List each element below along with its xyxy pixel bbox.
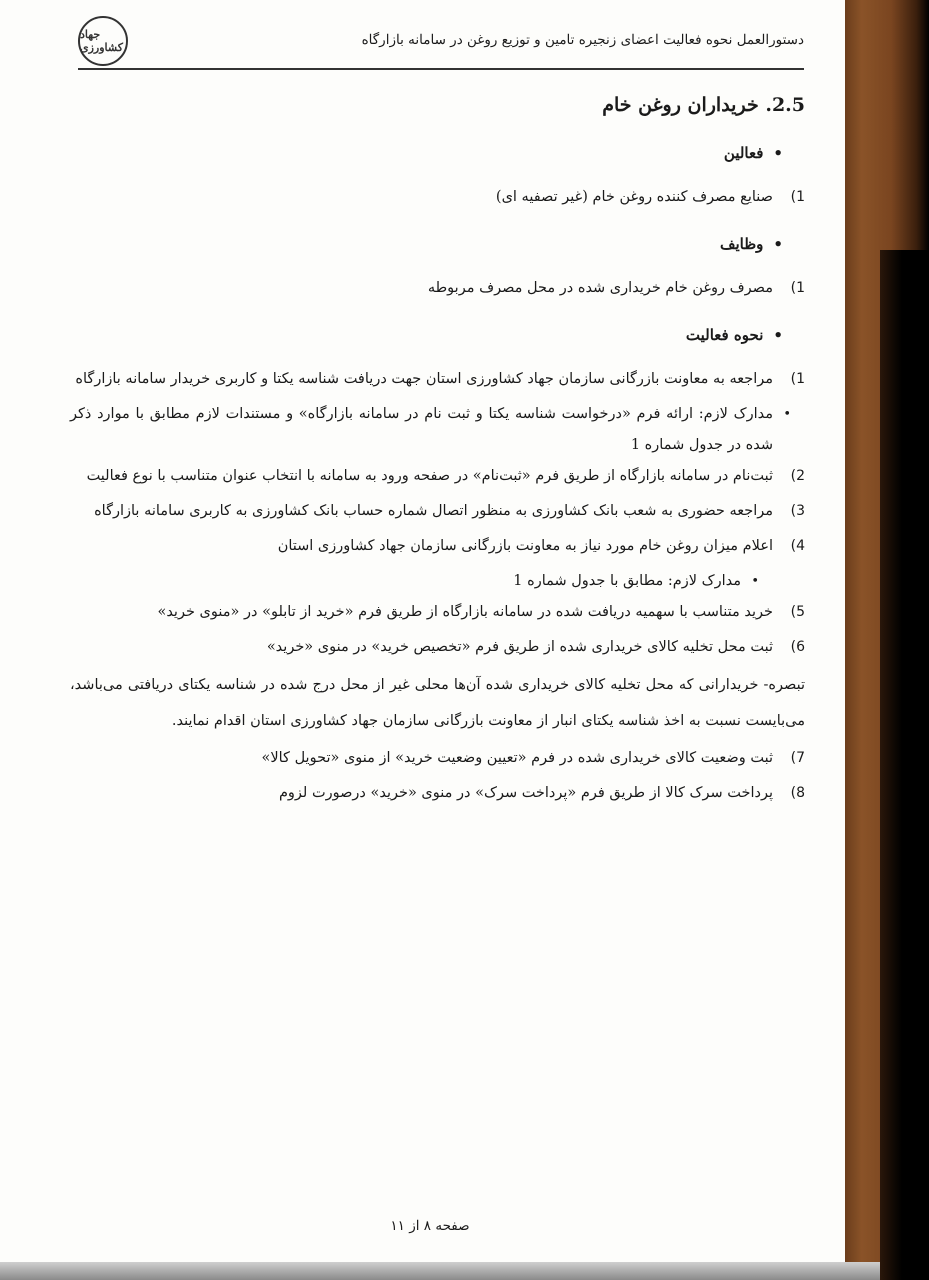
step-item [70, 461, 805, 492]
item-number: 1) [790, 371, 805, 387]
item-text: ثبت‌نام در سامانه بازارگاه از طریق فرم «ثبت‌نام» در صفحه ورود به سامانه با انتخاب عنوان متناسب با نوع فعالیت [86, 468, 773, 484]
step-item [70, 496, 805, 527]
item-text: اعلام میزان روغن خام مورد نیاز به معاونت بازرگانی سازمان جهاد کشاورزی استان [277, 538, 773, 554]
page-header [78, 22, 804, 70]
item-text: مراجعه به معاونت بازرگانی سازمان جهاد کشاورزی استان جهت دریافت شناسه یکتا و کاربری خریدار سامانه بازارگاه [75, 371, 773, 387]
logo-text: جهاد کشاورزی [80, 28, 123, 54]
item-number: 7) [790, 750, 805, 766]
page-bottom-shadow [0, 1262, 880, 1280]
item-number: 4) [790, 538, 805, 554]
item-text: مراجعه حضوری به شعب بانک کشاورزی به منظور اتصال شماره حساب بانک کشاورزی به کاربری سامانه بازارگاه [94, 503, 773, 519]
book-binding-shadow [880, 250, 929, 1280]
section-title: 2.5. خریداران روغن خام [602, 94, 805, 116]
item-text: پرداخت سرک کالا از طریق فرم «پرداخت سرک» در منوی «خرید» درصورت لزوم [278, 785, 773, 801]
process-heading: • نحوه فعالیت [70, 326, 783, 344]
item-number: 3) [790, 503, 805, 519]
step-item [70, 743, 805, 774]
item-number: 6) [790, 639, 805, 655]
actors-heading: • فعالین [70, 144, 783, 162]
item-text: صنایع مصرف کننده روغن خام (غیر تصفیه ای) [495, 189, 773, 205]
step-sub-bullet: • مدارک لازم: ارائه فرم «درخواست شناسه یکتا و ثبت نام در سامانه بازارگاه» و مستندات لازم مطابق با موارد ذکر شده در جدول شماره 1 [70, 399, 805, 461]
item-number: 1) [790, 189, 805, 205]
item-number: 2) [790, 468, 805, 484]
duty-item [70, 273, 805, 304]
organization-logo [78, 16, 128, 66]
item-text: ثبت وضعیت کالای خریداری شده در فرم «تعیین وضعیت خرید» از منوی «تحویل کالا» [261, 750, 773, 766]
duties-heading: • وظایف [70, 235, 783, 253]
step-item [70, 632, 805, 663]
step-item [70, 364, 805, 395]
item-number: 5) [790, 604, 805, 620]
item-number: 8) [790, 785, 805, 801]
step-item [70, 531, 805, 562]
step-note: تبصره- خریدارانی که محل تخلیه کالای خریداری شده آن‌ها محلی غیر از محل درج شده در شناسه یکتای دریافتی می‌باشد، می‌بایست نسبت به اخذ شناسه یکتای انبار از معاونت بازرگانی سازمان جهاد کشاورزی استان اقدام نمایند. [70, 677, 805, 729]
page-number: صفحه ۸ از ۱۱ [390, 1218, 470, 1234]
header-title: دستورالعمل نحوه فعالیت اعضای زنجیره تامین و توزیع روغن در سامانه بازارگاه [361, 32, 804, 48]
item-text: مصرف روغن خام خریداری شده در محل مصرف مربوطه [427, 280, 773, 296]
document-content [70, 90, 805, 813]
actor-item [70, 182, 805, 213]
step-item [70, 778, 805, 809]
item-text: ثبت محل تخلیه کالای خریداری شده از طریق فرم «تخصیص خرید» در منوی «خرید» [266, 639, 773, 655]
item-text: خرید متناسب با سهمیه دریافت شده در سامانه بازارگاه از طریق فرم «خرید از تابلو» در «منوی خرید» [157, 604, 773, 620]
step-item [70, 597, 805, 628]
step-sub-bullet: • مدارک لازم: مطابق با جدول شماره 1 [70, 566, 805, 597]
item-number: 1) [790, 280, 805, 296]
